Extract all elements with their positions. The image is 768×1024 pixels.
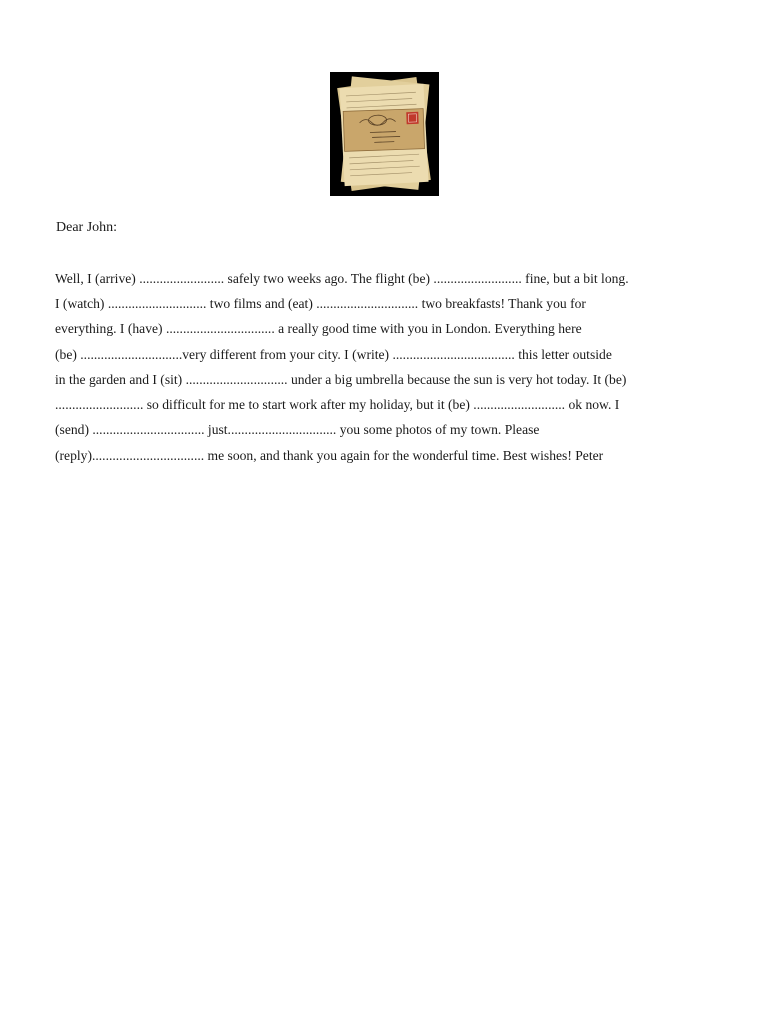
letter-line-2: I (watch) ............................. two films and (eat) .............................. two breakfasts! Thank you for <box>55 296 586 311</box>
letter-line-8: (reply)................................. me soon, and thank you again for the wonderful time. Best wishes! Peter <box>55 448 604 463</box>
letter-line-7: (send) ................................. just................................ you some photos of my town. Please <box>55 422 540 437</box>
letter-line-5: in the garden and I (sit) .............................. under a big umbrella because the sun is very hot today. It (be) <box>55 372 627 387</box>
letters-envelope-icon <box>330 72 439 196</box>
letter-line-6: .......................... so difficult for me to start work after my holiday, but it (be) ........................... ok now. I <box>55 397 620 412</box>
letters-illustration <box>330 72 439 196</box>
letter-salutation: Dear John: <box>56 220 118 235</box>
letter-line-4: (be) ..............................very different from your city. I (write) .................................... this letter outside <box>55 347 612 362</box>
letter-line-1: Well, I (arrive) ......................... safely two weeks ago. The flight (be) .......................... fine, but a bit long. <box>55 271 629 286</box>
letter-line-3: everything. I (have) ................................ a really good time with you in London. Everything here <box>55 321 582 336</box>
